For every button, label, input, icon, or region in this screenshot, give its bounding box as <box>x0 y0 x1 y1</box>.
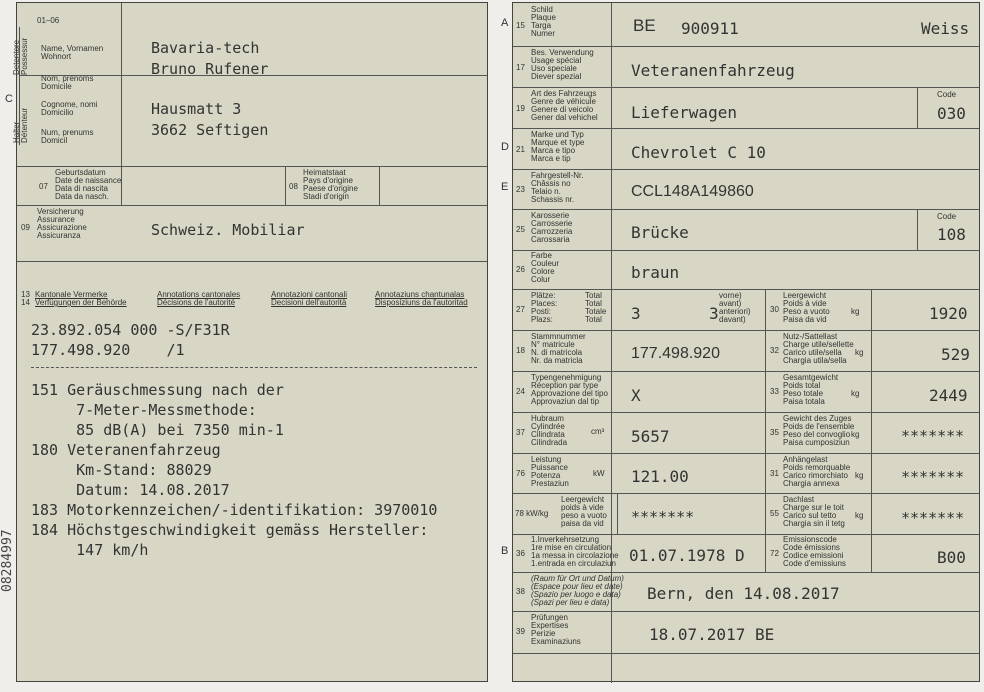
seats-total-label: Total Total Totale Total <box>585 291 607 324</box>
field-33-number: 33 <box>770 387 779 396</box>
plate-label: Schild Plaque Targa Numer <box>531 5 556 38</box>
color-value: braun <box>631 263 680 282</box>
make-model-label: Marke und Typ Marque et type Marca e tipo Marca e tip <box>531 130 585 163</box>
kg-unit: kg <box>851 307 860 316</box>
field-39-number: 39 <box>516 627 525 636</box>
annotation-entry: Datum: 14.08.2017 <box>31 481 230 499</box>
insurance-value: Schweiz. Mobiliar <box>151 221 305 239</box>
special-use-value: Veteranenfahrzeug <box>631 61 795 80</box>
annotation-header-rm: Annotaziuns chantunalas Disposiziuns da l'autoritad <box>375 290 468 307</box>
body-value: Brücke <box>631 223 689 242</box>
field-13-14-number: 13 14 <box>21 290 30 307</box>
kg-unit: kg <box>855 471 864 480</box>
vehicle-type-label: Art des Fahrzeugs Genre de véhicule Genere di veicolo Gener dal vehichel <box>531 89 598 122</box>
power-weight-desc: Leergewicht poids à vide peso a vuoto paisa da vid <box>561 495 607 528</box>
seats-total-value: 3 <box>631 304 641 323</box>
total-weight-label: Gesamtgewicht Poids total Peso totale Paisa totala <box>783 373 839 406</box>
holder-address-line2: 3662 Seftigen <box>151 121 269 139</box>
kg-unit: kg <box>855 348 864 357</box>
emission-code-label: Emissionscode Code émissions Codice emissioni Code d'emissiuns <box>783 535 846 568</box>
field-38-number: 38 <box>516 587 525 596</box>
inspection-label: Prüfungen Expertises Perizie Examinaziuns <box>531 613 581 646</box>
displacement-value: 5657 <box>631 427 670 446</box>
field-32-number: 32 <box>770 346 779 355</box>
name-label-fr: Nom, prénoms Domicile <box>41 74 94 91</box>
annotation-header-fr: Annotations cantonales Décisions de l'autorité <box>157 290 241 307</box>
holder-side-label: Halter Détenteur <box>12 107 29 143</box>
field-09-number: 09 <box>21 223 30 232</box>
annotation-line2: 177.498.920 /1 <box>31 341 185 359</box>
field-08-number: 08 <box>289 182 298 191</box>
displacement-label: Hubraum Cylindrée Cilindrata Cilindrada <box>531 414 568 447</box>
letter-e: E <box>501 181 509 193</box>
roof-load-value: ******* <box>901 509 965 527</box>
inspection-value: 18.07.2017 BE <box>649 625 775 644</box>
annotation-entry: 184 Höchstgeschwindigkeit gemäss Hersteller: <box>31 521 429 539</box>
field-21-number: 21 <box>516 145 525 154</box>
field-36-number: 36 <box>516 549 525 558</box>
field-24-number: 24 <box>516 387 525 396</box>
body-label: Karosserie Carrosserie Carrozzeria Carossaria <box>531 211 573 244</box>
field-15-number: 15 <box>516 21 525 30</box>
annotation-entry: 85 dB(A) bei 7350 min-1 <box>31 421 284 439</box>
letter-b: B <box>501 545 509 557</box>
train-weight-label: Gewicht des Zuges Poids de l'ensemble Peso del convoglio Paisa cumposiziun <box>783 414 855 447</box>
annotation-entry: 180 Veteranenfahrzeug <box>31 441 221 459</box>
empty-weight-value: 1920 <box>929 304 968 323</box>
plate-number: 900911 <box>681 19 739 38</box>
place-date-label: (Raum für Ort und Datum) (Espace pour lieu et date) (Spazio per luogo e data) (Spazi per lieu e data) <box>531 574 624 607</box>
annotation-header-de: Kantonale Vermerke Verfügungen der Behörde <box>35 290 127 307</box>
field-23-number: 23 <box>516 185 525 194</box>
kg-unit: kg <box>855 511 864 520</box>
make-model-value: Chevrolet C 10 <box>631 143 766 162</box>
empty-weight-label: Leergewicht Poids à vide Peso a vuoto Paisa da vid <box>783 291 830 324</box>
field-30-number: 30 <box>770 305 779 314</box>
seats-front-label: vorne) avant) anteriori) davant) <box>719 291 751 324</box>
vehicle-type-code: 030 <box>937 104 966 123</box>
trailer-load-label: Anhängelast Poids remorquable Carico rimorchiato Chargia annexa <box>783 455 851 488</box>
field-17-number: 17 <box>516 63 525 72</box>
field-31-number: 31 <box>770 469 779 478</box>
annotation-header-it: Annotazioni cantonali Decisioni dell'autorità <box>271 290 348 307</box>
kw-unit: kW <box>593 469 605 478</box>
plate-canton: BE <box>633 16 656 35</box>
letter-a: A <box>501 17 509 29</box>
field-25-number: 25 <box>516 225 525 234</box>
emission-code-value: B00 <box>937 548 966 567</box>
chassis-value: CCL148A149860 <box>631 183 754 200</box>
name-label: Name, Vornamen Wohnort <box>41 44 104 61</box>
roof-load-label: Dachlast Charge sur le toit Carico sul tetto Chargia sin il tetg <box>783 495 845 528</box>
annotation-entry: 147 km/h <box>31 541 149 559</box>
body-code-label: Code <box>937 212 957 221</box>
payload-label: Nutz-/Sattellast Charge utile/sellette Carico utile/sella Chargia utila/sella <box>783 332 854 365</box>
cm3-unit: cm³ <box>591 427 605 436</box>
kg-unit: kg <box>851 430 860 439</box>
chassis-label: Fahrgestell-Nr. Châssis no Telaio n. Schassis nr. <box>531 171 584 204</box>
letter-c: C <box>5 93 13 105</box>
special-use-label: Bes. Verwendung Usage spécial Uso speciale Diever spezial <box>531 48 594 81</box>
field-35-number: 35 <box>770 428 779 437</box>
color-label: Farbe Couleur Colore Colur <box>531 251 560 284</box>
letter-d: D <box>501 141 509 153</box>
seats-front-value: 3 <box>709 304 719 323</box>
field-26-number: 26 <box>516 265 525 274</box>
type-approval-value: X <box>631 386 641 405</box>
insurance-label: Versicherung Assurance Assicurazione Assicuranza <box>37 207 87 240</box>
vehicle-type-value: Lieferwagen <box>631 103 737 122</box>
annotation-entry: 183 Motorkennzeichen/-identifikation: 3970010 <box>31 501 438 519</box>
name-label-it: Cognome, nomi Domicilio <box>41 100 98 117</box>
holder-name-line2: Bruno Rufener <box>151 60 269 78</box>
first-registration-label: 1.Inverkehrsetzung 1re mise en circulation 1a messa in circolazione 1.entrada en circulaziun <box>531 535 619 568</box>
first-registration-value: 01.07.1978 D <box>629 546 745 565</box>
field-07-number: 07 <box>39 182 48 191</box>
field-19-number: 19 <box>516 104 525 113</box>
holder-side-label-2: Detentore Possessur <box>12 37 29 75</box>
trailer-load-value: ******* <box>901 468 965 486</box>
field-18-number: 18 <box>516 346 525 355</box>
field-76-number: 76 <box>516 469 525 478</box>
vehicle-page <box>501 2 980 682</box>
total-weight-value: 2449 <box>929 386 968 405</box>
place-date-value: Bern, den 14.08.2017 <box>647 584 840 603</box>
name-label-rm: Num, prenums Domicil <box>41 128 94 145</box>
origin-label: Heimatstaat Pays d'origine Paese d'origine Stadi d'origin <box>303 168 358 201</box>
field-72-number: 72 <box>770 549 779 558</box>
holder-name-line1: Bavaria-tech <box>151 39 260 57</box>
base-number-value: 177.498.920 <box>631 345 720 362</box>
holder-address-line1: Hausmatt 3 <box>151 100 242 118</box>
field-55-number: 55 <box>770 509 779 518</box>
type-approval-label: Typengenehmigung Réception par type Approvazione del tipo Approvaziun dal tip <box>531 373 608 406</box>
power-value: 121.00 <box>631 467 689 486</box>
field-27-number: 27 <box>516 305 525 314</box>
base-number-label: Stammnummer N° matricule N. di matricola Nr. da matricla <box>531 332 586 365</box>
kg-unit: kg <box>851 389 860 398</box>
annotation-entry: 7-Meter-Messmethode: <box>31 401 257 419</box>
vehicle-type-code-label: Code <box>937 90 957 99</box>
body-code: 108 <box>937 225 966 244</box>
annotation-entry: 151 Geräuschmessung nach der <box>31 381 284 399</box>
annotation-entry: Km-Stand: 88029 <box>31 461 212 479</box>
power-label: Leistung Puissance Potenza Prestaziun <box>531 455 569 488</box>
document-serial-number: 08284997 <box>0 529 15 592</box>
payload-value: 529 <box>941 345 970 364</box>
holder-section-range: 01–06 <box>37 16 60 25</box>
train-weight-value: ******* <box>901 427 965 445</box>
field-37-number: 37 <box>516 428 525 437</box>
annotation-line1: 23.892.054 000 -S/F31R <box>31 321 230 339</box>
power-weight-value: ******* <box>631 508 695 526</box>
plate-color: Weiss <box>921 19 970 38</box>
birthdate-label: Geburtsdatum Date de naissance Data di nascita Data da nasch. <box>55 168 122 201</box>
seats-label: Plätze: Places: Posti: Plazs: <box>531 291 558 324</box>
power-weight-label: 78 kW/kg <box>515 509 549 518</box>
